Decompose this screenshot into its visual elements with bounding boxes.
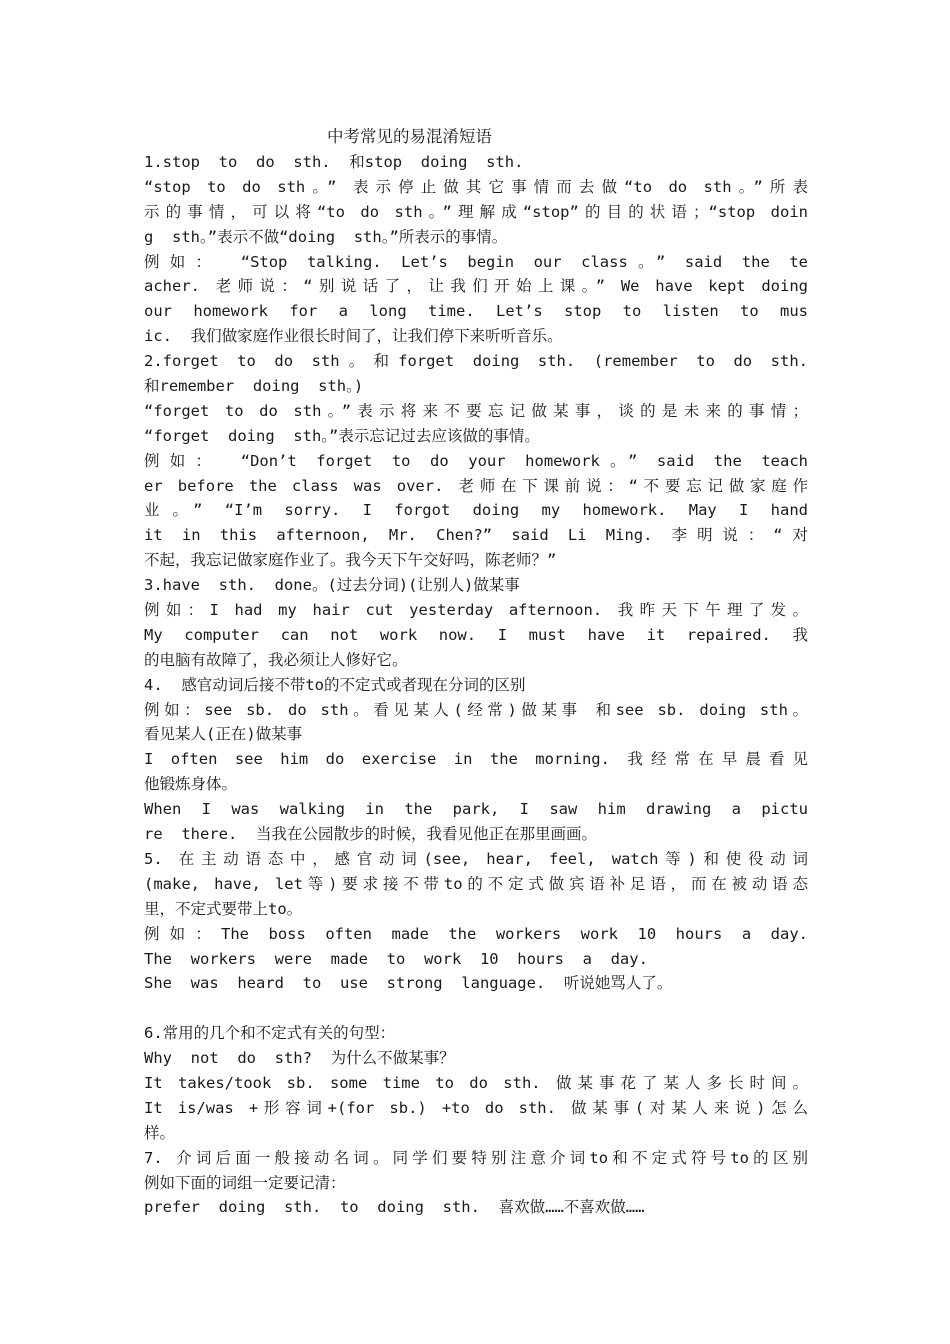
text-line: Why not do sth? 为什么不做某事？ xyxy=(144,1049,455,1068)
text-line: 不起，我忘记做家庭作业了。我今天下午交好吗，陈老师？” xyxy=(144,551,557,570)
text-line: it in this afternoon, Mr. Chen?” said Li Ming. 李明说：“对 xyxy=(144,526,808,545)
text-line: re there. 当我在公园散步的时候，我看见他正在那里画画。 xyxy=(144,825,597,844)
text-line: My computer can not work now. I must have it repaired. 我 xyxy=(144,625,808,644)
text-line: er before the class was over. 老师在下课前说：“不要忘记做家庭作 xyxy=(144,476,808,495)
text-line: g sth。”表示不做“doing sth。”所表示的事情。 xyxy=(144,227,508,246)
text-line: It takes/took sb. some time to do sth. 做某事花了某人多长时间。 xyxy=(144,1073,808,1092)
text-line: 和remember doing sth。) xyxy=(144,377,364,396)
text-line: 他锻炼身体。 xyxy=(144,775,238,794)
text-line: “forget to do sth。”表示将来不要忘记做某事，谈的是未来的事情； xyxy=(144,401,808,420)
text-line: 业。” “I’m sorry. I forgot doing my homework. May I hand xyxy=(144,501,808,520)
text-line: ic. 我们做家庭作业很长时间了，让我们停下来听听音乐。 xyxy=(144,327,563,346)
text-line: (make, have, let等)要求接不带to的不定式做宾语补足语，而在被动语态 xyxy=(144,874,808,893)
text-line: “forget doing sth。”表示忘记过去应该做的事情。 xyxy=(144,426,540,445)
text-line: 示的事情，可以将“to do sth。”理解成“stop”的目的状语；“stop doin xyxy=(144,202,808,221)
text-line: acher. 老师说：“别说话了，让我们开始上课。” We have kept doing xyxy=(144,277,808,296)
text-line: 6.常用的几个和不定式有关的句型： xyxy=(144,1024,396,1043)
text-line: our homework for a long time. Let’s stop to listen to mus xyxy=(144,302,808,321)
text-line: prefer doing sth. to doing sth. 喜欢做……不喜欢做…… xyxy=(144,1198,645,1217)
text-line: 4. 感官动词后接不带to的不定式或者现在分词的区别 xyxy=(144,675,526,694)
text-line: It is/was +形容词+(for sb.) +to do sth. 做某事(对某人来说)怎么 xyxy=(144,1098,808,1117)
text-line: 样。 xyxy=(144,1123,176,1142)
text-line xyxy=(144,996,808,1021)
document-body xyxy=(144,150,808,1220)
text-line: 例如： “Stop talking. Let’s begin our class。” said the te xyxy=(144,252,808,271)
text-line: 7. 介词后面一般接动名词。同学们要特别注意介词to和不定式符号to的区别 xyxy=(144,1148,808,1167)
text-line: 3.have sth. done。(过去分词)(让别人)做某事 xyxy=(144,576,520,595)
text-line: 2.forget to do sth。和forget doing sth. (remember to do sth. xyxy=(144,352,808,371)
text-line: 例如： “Don’t forget to do your homework。” said the teach xyxy=(144,451,808,470)
text-line: 例如：The boss often made the workers work 10 hours a day. xyxy=(144,924,808,943)
text-line: The workers were made to work 10 hours a day. xyxy=(144,949,648,968)
text-line: When I was walking in the park, I saw him drawing a pictu xyxy=(144,800,808,819)
text-line: 的电脑有故障了，我必须让人修好它。 xyxy=(144,650,408,669)
text-line: She was heard to use strong language. 听说她骂人了。 xyxy=(144,974,673,993)
text-line: 例如：I had my hair cut yesterday afternoon. 我昨天下午理了发。 xyxy=(144,601,808,620)
text-line: 例如下面的词组一定要记清： xyxy=(144,1173,346,1192)
text-line: 5. 在主动语态中，感官动词(see, hear, feel, watch等)和使役动词 xyxy=(144,849,808,868)
text-line: 看见某人(正在)做某事 xyxy=(144,725,303,744)
text-line: 例如：see sb. do sth。看见某人(经常)做某事 和see sb. doing sth。 xyxy=(144,700,808,719)
text-line: “stop to do sth。” 表示停止做其它事情而去做“to do sth。”所表 xyxy=(144,177,808,196)
document-title: 中考常见的易混淆短语 xyxy=(327,127,492,146)
text-line: I often see him do exercise in the morning. 我经常在早晨看见 xyxy=(144,750,808,769)
text-line: 里，不定式要带上to。 xyxy=(144,899,303,918)
text-line: 1.stop to do sth. 和stop doing sth. xyxy=(144,153,524,171)
